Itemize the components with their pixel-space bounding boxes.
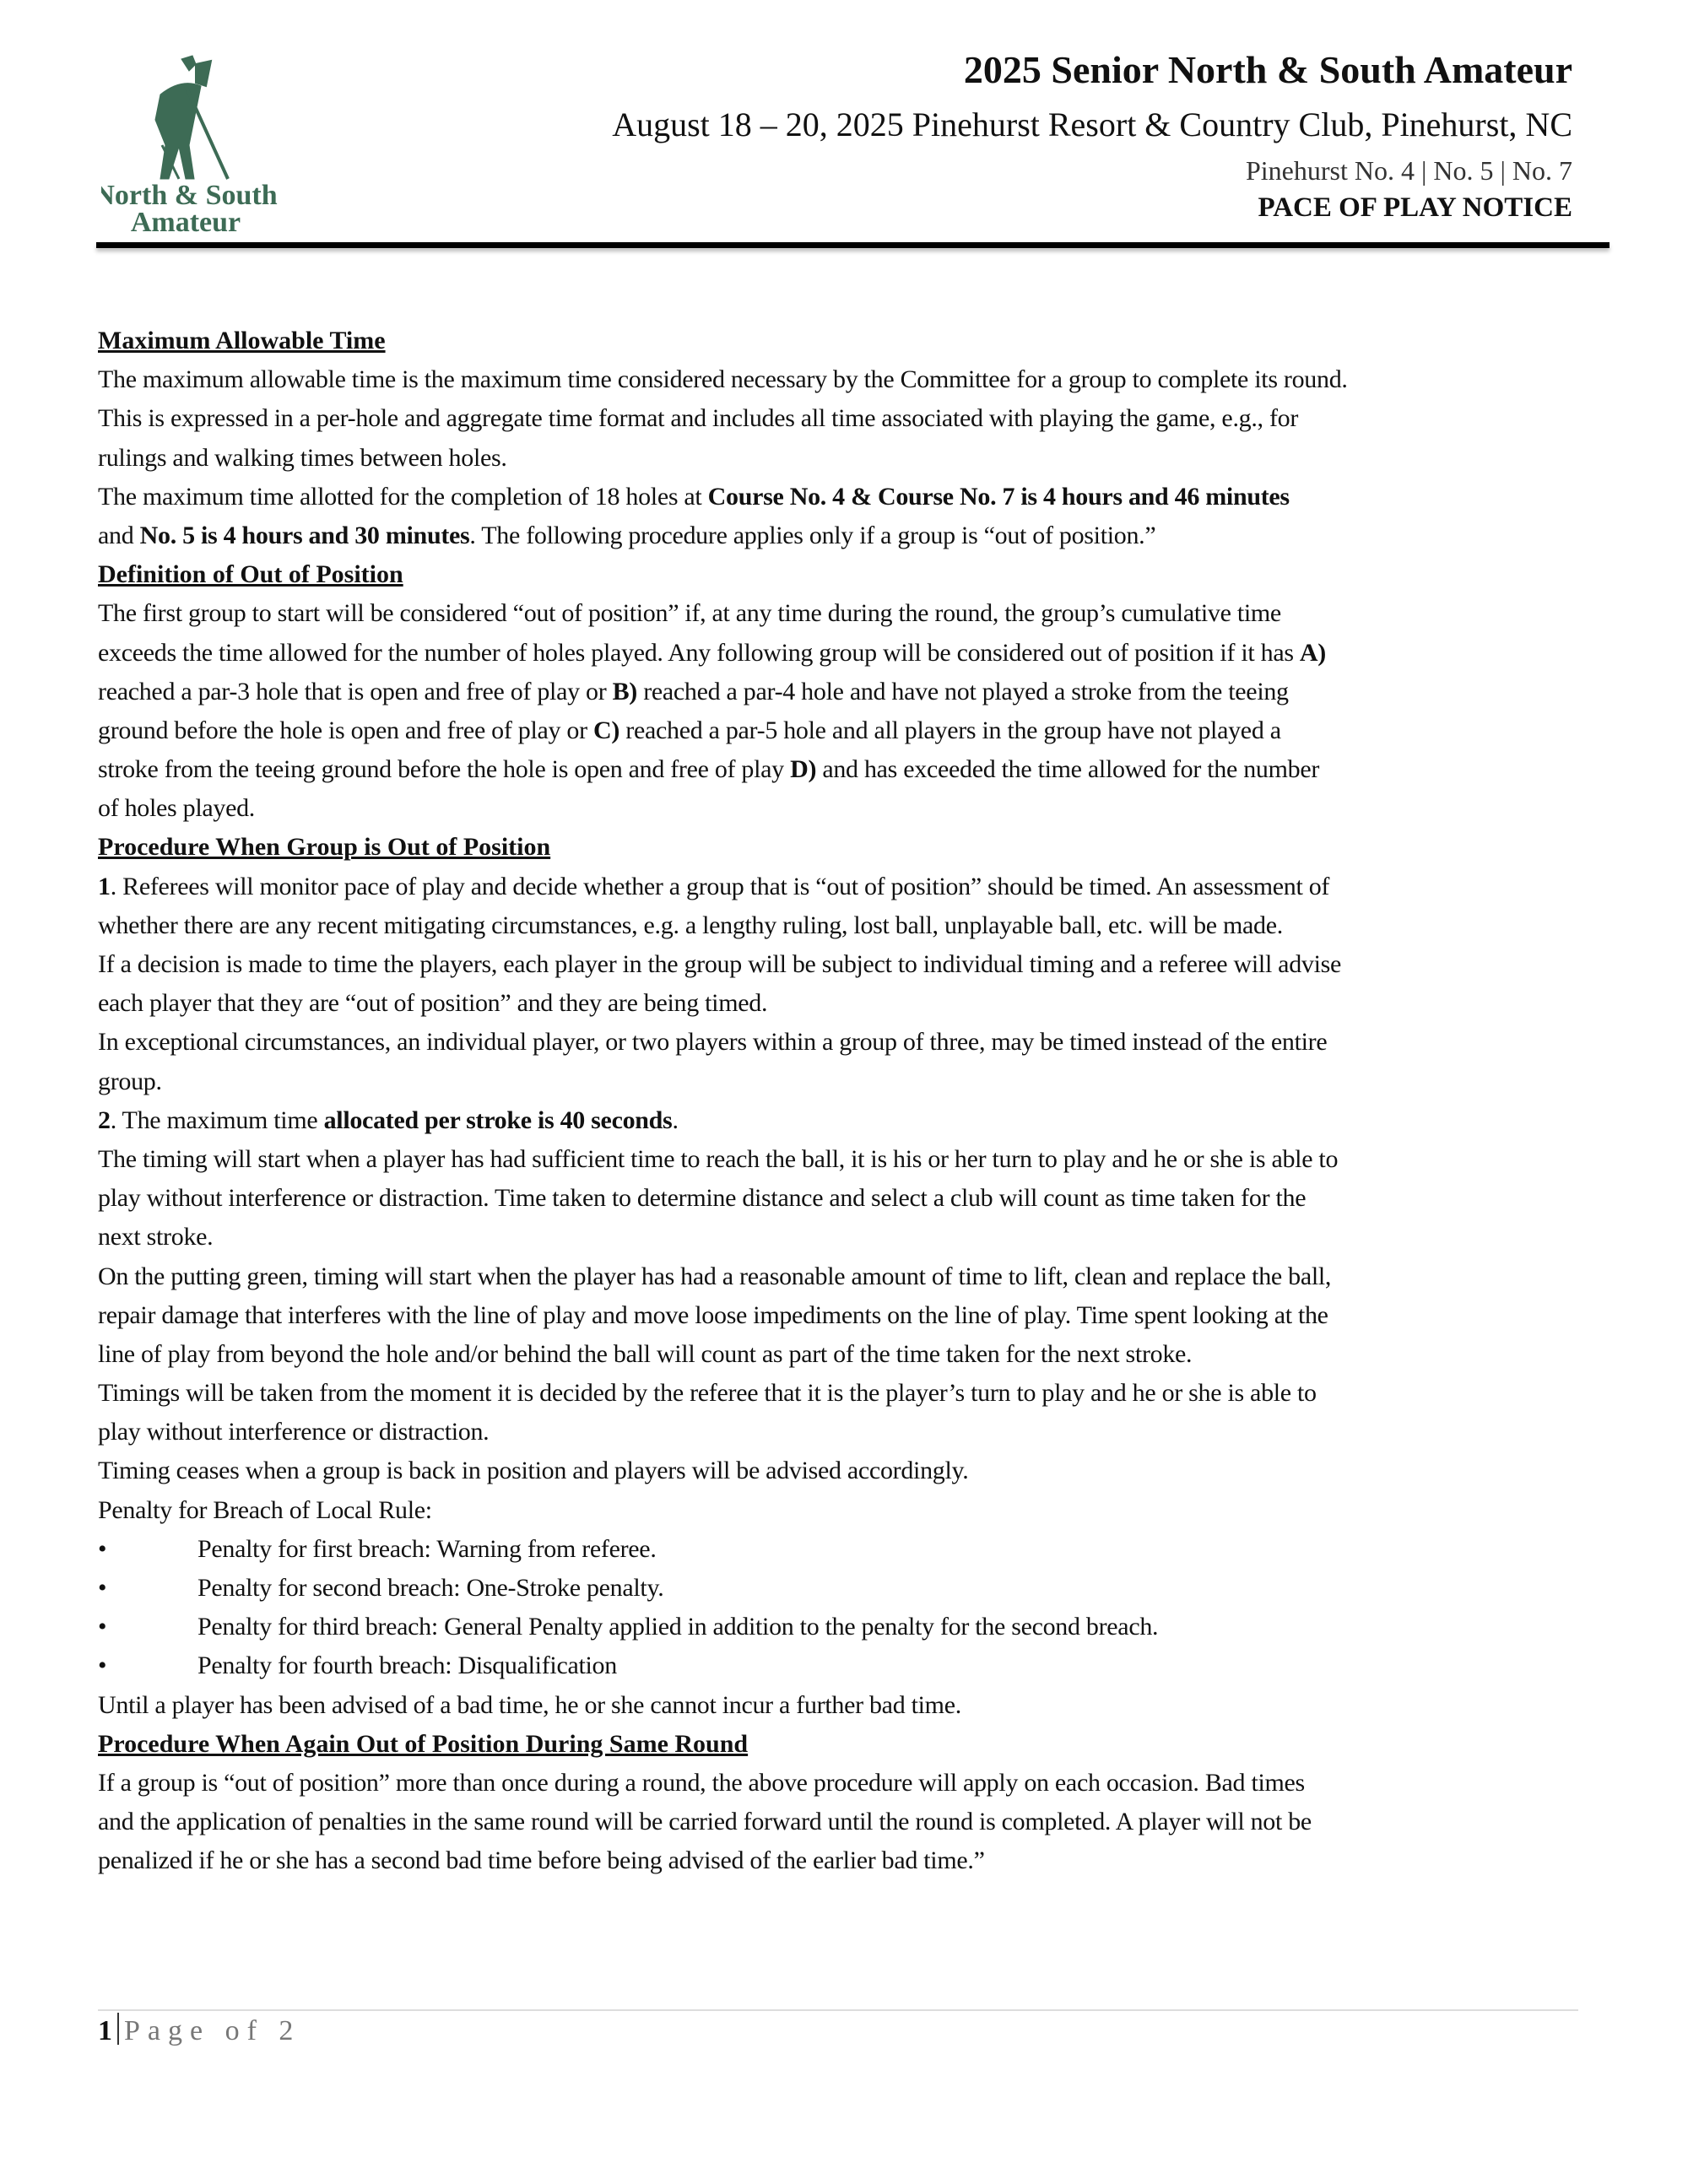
bold-text: allocated per stroke is 40 seconds (323, 1106, 673, 1134)
text-line (98, 1257, 1600, 1296)
text-line (98, 1491, 1600, 1530)
svg-text:North & South: North & South (101, 180, 278, 211)
bullet-icon: • (98, 1652, 107, 1680)
bold-text: 2 (98, 1106, 111, 1134)
text: Until a player has been advised of a bad time, he or she cannot incur a further bad time. (98, 1690, 961, 1719)
text: next stroke. (98, 1223, 214, 1251)
text-line (98, 1764, 1600, 1803)
text: Penalty for fourth breach: Disqualification (197, 1652, 617, 1680)
text-line (98, 1374, 1600, 1413)
text: ground before the hole is open and free of play or (98, 716, 593, 744)
text-line (98, 1296, 1600, 1335)
bullet-icon: • (98, 1534, 107, 1563)
section-heading (98, 322, 1600, 360)
text-line (98, 478, 1600, 516)
text-line (98, 789, 1600, 828)
text-line (98, 750, 1600, 789)
notice-title: PACE OF PLAY NOTICE (1258, 192, 1572, 223)
text: stroke from the teeing ground before the hole is open and free of play (98, 755, 791, 784)
text: On the putting green, timing will start when the player has had a reasonable amount of time to lift, clean and replace the ball, (98, 1262, 1332, 1290)
text-line (98, 945, 1600, 984)
text: penalized if he or she has a second bad time before being advised of the earlier bad time.” (98, 1846, 985, 1875)
text: The maximum allowable time is the maximum time considered necessary by the Committee for a group to complete its round. (98, 365, 1348, 394)
text: and the application of penalties in the same round will be carried forward until the round is completed. A player will not be (98, 1808, 1312, 1836)
text-line (98, 1413, 1600, 1451)
bullet-item (98, 1646, 1600, 1685)
text: . Referees will monitor pace of play and decide whether a group that is “out of position” should be timed. An assessment of (110, 872, 1330, 900)
text: each player that they are “out of position” and they are being timed. (98, 989, 768, 1018)
text-line (98, 1101, 1600, 1140)
footer-divider (98, 2009, 1578, 2011)
text-line (98, 399, 1600, 438)
text: . (672, 1106, 679, 1134)
text: . The maximum time (110, 1106, 324, 1134)
bullet-icon: • (98, 1574, 107, 1602)
text: Penalty for second breach: One-Stroke penalty. (197, 1574, 664, 1602)
text-line (98, 868, 1600, 906)
text: reached a par-4 hole and have not played a stroke from the teeing (637, 677, 1289, 705)
bullet-item (98, 1530, 1600, 1569)
header-divider (96, 242, 1610, 248)
text: reached a par-3 hole that is open and free of play or (98, 677, 613, 705)
text: The maximum time allotted for the completion of 18 holes at (98, 482, 708, 511)
section-heading (98, 1725, 1600, 1764)
bold-text: D) (790, 755, 817, 784)
text: and has exceeded the time allowed for the number (816, 755, 1320, 784)
section-heading (98, 828, 1600, 867)
text-line (98, 594, 1600, 633)
bullet-item (98, 1569, 1600, 1608)
text: Procedure When Again Out of Position During Same Round (98, 1729, 749, 1758)
text-line (98, 360, 1600, 399)
text-line (98, 711, 1600, 750)
text: Penalty for Breach of Local Rule: (98, 1495, 432, 1524)
text: If a group is “out of position” more than once during a round, the above procedure will apply on each occasion. Bad times (98, 1768, 1305, 1797)
text-line (98, 1686, 1600, 1725)
page-label: Page of 2 (124, 2015, 301, 2046)
text: exceeds the time allowed for the number of holes played. Any following group will be considered out of position if it has (98, 638, 1300, 667)
event-dates-venue: August 18 – 20, 2025 Pinehurst Resort & Country Club, Pinehurst, NC (612, 105, 1572, 143)
text: Maximum Allowable Time (98, 327, 386, 354)
text: Timings will be taken from the moment it is decided by the referee that it is the player’s turn to play and he or she is able to (98, 1379, 1317, 1408)
footer-separator (117, 2013, 119, 2045)
text: If a decision is made to time the players, each player in the group will be subject to individual timing and a referee will advise (98, 950, 1342, 978)
bold-text: No. 5 is 4 hours and 30 minutes (139, 521, 470, 549)
text: The first group to start will be considered “out of position” if, at any time during the round, the group’s cumulative time (98, 599, 1281, 628)
text: The timing will start when a player has had sufficient time to reach the ball, it is his or her turn to play and he or she is able to (98, 1144, 1339, 1173)
text: group. (98, 1067, 162, 1095)
text: Timing ceases when a group is back in position and players will be advised accordingly. (98, 1457, 969, 1485)
text: whether there are any recent mitigating circumstances, e.g. a lengthy ruling, lost ball, unplayable ball, etc. will be made. (98, 911, 1283, 939)
text-line (98, 1023, 1600, 1062)
text-line (98, 1062, 1600, 1101)
bold-text: C) (593, 716, 620, 744)
bold-text: A) (1299, 638, 1326, 667)
svg-text:Amateur: Amateur (130, 207, 241, 238)
document-body (98, 322, 1600, 1881)
text-line (98, 984, 1600, 1023)
text: play without interference or distraction. Time taken to determine distance and select a club will count as time taken for the (98, 1184, 1307, 1213)
text: play without interference or distraction. (98, 1418, 490, 1446)
document-title: 2025 Senior North & South Amateur (963, 48, 1572, 91)
north-south-amateur-logo (101, 52, 287, 246)
text-line (98, 906, 1600, 945)
text: of holes played. (98, 794, 255, 823)
text: Definition of Out of Position (98, 560, 403, 589)
bullet-icon: • (98, 1613, 107, 1641)
course-list: Pinehurst No. 4 | No. 5 | No. 7 (1245, 155, 1572, 186)
text-line (98, 516, 1600, 555)
text: Procedure When Group is Out of Position (98, 833, 551, 862)
text-line (98, 634, 1600, 673)
bold-text: 1 (98, 872, 111, 900)
text: and (98, 521, 140, 549)
text: This is expressed in a per-hole and aggregate time format and includes all time associated with playing the game, e.g., for (98, 404, 1299, 433)
text: line of play from beyond the hole and/or behind the ball will count as part of the time taken for the next stroke. (98, 1339, 1193, 1368)
text: Penalty for first breach: Warning from referee. (197, 1534, 657, 1563)
text: . The following procedure applies only if a group is “out of position.” (469, 521, 1156, 549)
text: reached a par-5 hole and all players in the group have not played a (619, 716, 1281, 744)
text-line (98, 1218, 1600, 1257)
section-heading (98, 555, 1600, 594)
text-line (98, 1335, 1600, 1374)
text: In exceptional circumstances, an individual player, or two players within a group of three, may be timed instead of the entire (98, 1028, 1328, 1057)
text-line (98, 1140, 1600, 1179)
text-line (98, 1451, 1600, 1490)
text-line (98, 1179, 1600, 1218)
text-line (98, 1803, 1600, 1841)
text: rulings and walking times between holes. (98, 443, 507, 472)
bold-text: Course No. 4 & Course No. 7 is 4 hours and 46 minutes (707, 482, 1290, 511)
bold-text: B) (612, 677, 637, 705)
page-footer (98, 2013, 300, 2047)
page-number: 1 (98, 2015, 112, 2046)
text-line (98, 1841, 1600, 1880)
golfer-logo-icon (101, 52, 287, 246)
text-line (98, 439, 1600, 478)
text: repair damage that interferes with the line of play and move loose impediments on the line of play. Time spent looking at the (98, 1300, 1328, 1329)
bullet-item (98, 1608, 1600, 1646)
text-line (98, 673, 1600, 711)
text: Penalty for third breach: General Penalty applied in addition to the penalty for the second breach. (197, 1613, 1159, 1641)
